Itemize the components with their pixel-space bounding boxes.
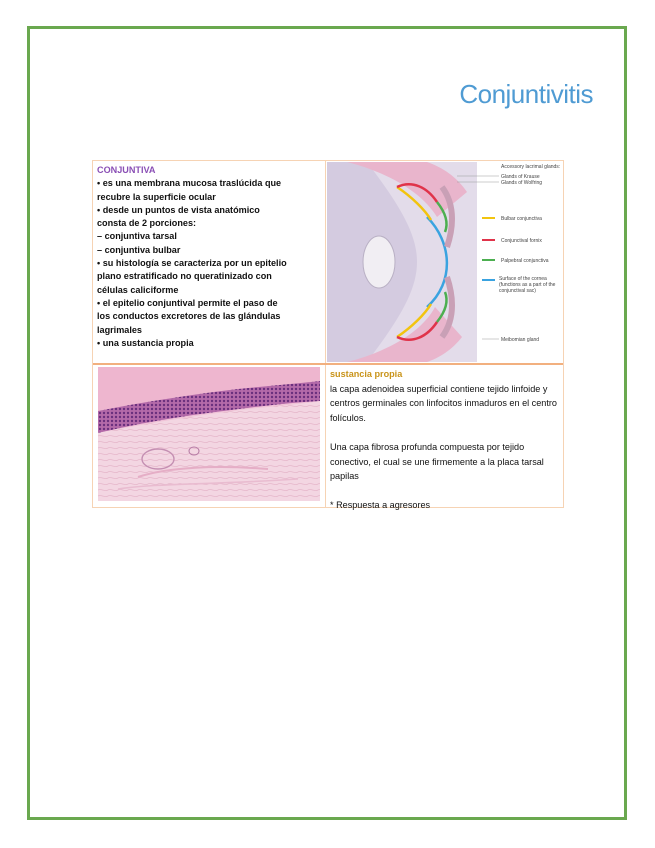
conjuntiva-line: • desde un puntos de vista anatómico	[97, 204, 260, 215]
label-krause: Glands of Krause	[501, 174, 540, 180]
conjuntiva-line: recubre la superficie ocular	[97, 191, 216, 202]
table-divider-horizontal	[93, 363, 563, 365]
conjuntiva-line: consta de 2 porciones:	[97, 218, 197, 229]
conjuntiva-line: – conjuntiva tarsal	[97, 231, 177, 242]
eye-anatomy-diagram	[327, 162, 563, 362]
conjuntiva-heading: CONJUNTIVA	[97, 165, 156, 175]
conjuntiva-line: plano estratificado no queratinizado con	[97, 271, 272, 282]
sustancia-heading: sustancia propia	[330, 369, 403, 379]
conjuntiva-cell	[97, 164, 321, 350]
page-title: Conjuntivitis	[459, 79, 593, 109]
histology-micrograph	[98, 367, 320, 501]
sustancia-paragraph-1: la capa adenoidea superficial contiene tejido linfoide y centros germinales con linfocitos inmaduros en el centro folículos.	[330, 383, 557, 423]
conjuntiva-line: células caliciforme	[97, 284, 179, 295]
conjuntiva-line: • es una membrana mucosa traslúcida que	[97, 178, 282, 189]
conjuntiva-line: • el epitelio conjuntival permite el paso de	[97, 297, 278, 308]
label-meibomian: Meibomian gland	[501, 337, 540, 343]
conjuntiva-line: • su histología se caracteriza por un epitelio	[97, 258, 287, 269]
label-cornea: Surface of the cornea (functions as a part of the conjunctival sac)	[499, 276, 556, 294]
conjuntiva-line: los conductos excretores de las glándulas	[97, 311, 281, 322]
label-bulbar: Bulbar conjunctiva	[501, 216, 542, 222]
conjuntiva-line: lagrimales	[97, 324, 142, 335]
conjuntiva-line: – conjuntiva bulbar	[97, 244, 181, 255]
conjuntiva-line: • una sustancia propia	[97, 337, 194, 348]
label-fornix: Conjunctival fornix	[501, 238, 542, 244]
sustancia-paragraph-2: Una capa fibrosa profunda compuesta por tejido conectivo, el cual se une firmemente a la placa tarsal papilas	[330, 441, 544, 482]
sustancia-cell	[330, 367, 562, 513]
label-wolfring: Glands of Wolfring	[501, 180, 543, 186]
eye-anatomy-illustration	[327, 162, 563, 362]
sustancia-paragraph-3: * Respuesta a agresores	[330, 500, 431, 511]
label-accessory: Accessory lacrimal glands:	[501, 164, 561, 170]
content-table	[92, 160, 564, 511]
label-palpebral: Palpebral conjunctiva	[501, 258, 549, 264]
table-divider-vertical	[325, 161, 326, 507]
histology-image	[98, 367, 320, 501]
